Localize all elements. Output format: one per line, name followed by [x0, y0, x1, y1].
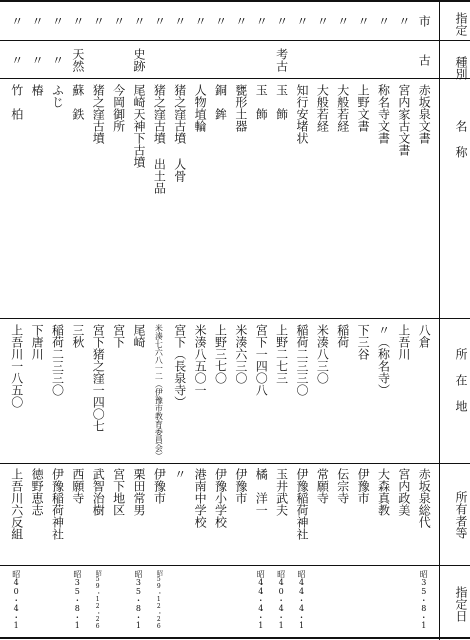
cell-owner — [107, 468, 129, 562]
cell-text: 〃 — [30, 15, 45, 27]
cell-text: 宮下（長泉寺） — [172, 324, 187, 408]
cell-text: 〃 — [50, 15, 65, 27]
cell-text: 下唐川 — [30, 324, 45, 360]
cell-text: 伊豫市 — [152, 468, 167, 504]
cell-owner — [291, 468, 313, 562]
cell-text: 昭59・12・26 — [94, 570, 102, 630]
cell-name — [270, 84, 292, 316]
cell-text: 〃 — [172, 15, 187, 27]
cell-name — [5, 84, 27, 316]
cell-text: 〃 — [172, 468, 187, 480]
header-category: 種別 — [454, 56, 468, 80]
header-date: 指定日 — [454, 586, 468, 622]
cell-text: 宮下地区 — [111, 468, 126, 516]
cell-location — [26, 324, 48, 460]
cell-category — [5, 44, 27, 76]
cell-designation — [413, 6, 435, 36]
header-column-rule — [439, 0, 440, 640]
cell-name — [291, 84, 313, 316]
cell-text: 〃 — [193, 15, 208, 27]
cell-owner — [189, 468, 211, 562]
cell-name — [209, 84, 231, 316]
table-bottom-rule — [0, 637, 470, 639]
cell-owner — [148, 468, 170, 562]
cell-text: 上野二七三 — [274, 324, 289, 384]
cell-text: 〃 — [111, 15, 126, 27]
cell-category — [148, 44, 170, 76]
cell-category — [392, 44, 414, 76]
cell-text: 〃 — [131, 15, 146, 27]
cell-text: 伊豫稲荷神社 — [50, 468, 65, 540]
cell-owner — [127, 468, 149, 562]
cell-text: 今岡御所 — [111, 84, 126, 132]
cell-owner — [392, 468, 414, 562]
cell-date — [189, 570, 211, 634]
cell-name — [168, 84, 190, 316]
cell-text: 上吾川 — [396, 324, 411, 360]
cell-owner — [352, 468, 374, 562]
cell-owner — [66, 468, 88, 562]
cell-owner — [87, 468, 109, 562]
cell-text: 〃 — [91, 15, 106, 27]
cell-text: 宮内家古文書 — [396, 84, 411, 156]
cell-owner — [250, 468, 272, 562]
cell-name — [148, 84, 170, 316]
cell-text: 蘇 鉄 — [70, 84, 85, 120]
header-name: 名 称 — [454, 120, 468, 158]
cell-category — [66, 44, 88, 76]
cell-text: 玉 飾 — [254, 84, 269, 120]
cell-text: 常願寺 — [315, 468, 330, 504]
cell-date — [250, 570, 272, 634]
cell-text: 〃 — [335, 15, 350, 27]
cell-designation — [331, 6, 353, 36]
cell-owner — [311, 468, 333, 562]
cell-date — [46, 570, 68, 634]
cell-owner — [331, 468, 353, 562]
cell-name — [229, 84, 251, 316]
cell-location — [291, 324, 313, 460]
cell-date — [5, 570, 27, 634]
cell-location — [352, 324, 374, 460]
cell-owner — [26, 468, 48, 562]
cell-name — [392, 84, 414, 316]
cell-text: 昭44・4・1 — [256, 570, 266, 630]
cell-text: 昭40・4・1 — [11, 570, 21, 630]
header-owner: 所有者等 — [454, 491, 468, 539]
cell-designation — [270, 6, 292, 36]
cell-designation — [66, 6, 88, 36]
cell-location — [168, 324, 190, 460]
cell-category — [87, 44, 109, 76]
cell-text: 昭44・4・1 — [297, 570, 307, 630]
cell-text: 伊豫市 — [356, 468, 371, 504]
cell-text: 昭35・8・1 — [72, 570, 82, 630]
cell-text: 大般若経 — [315, 84, 330, 132]
cell-name — [372, 84, 394, 316]
cell-text: 称名寺文書 — [376, 84, 391, 144]
cell-text: 大森真教 — [376, 468, 391, 516]
cell-date — [66, 570, 88, 634]
cell-text: 尾崎天神下古墳 — [131, 84, 146, 168]
cell-name — [352, 84, 374, 316]
cell-designation — [372, 6, 394, 36]
cell-location — [87, 324, 109, 460]
cell-name — [26, 84, 48, 316]
cell-designation — [168, 6, 190, 36]
cell-owner — [46, 468, 68, 562]
cell-text: 八倉 — [417, 324, 432, 348]
table-top-rule — [0, 0, 470, 2]
cell-location — [127, 324, 149, 460]
cell-text: 天然 — [70, 48, 85, 72]
cell-text: 宮内政美 — [396, 468, 411, 516]
cell-owner — [5, 468, 27, 562]
cell-category — [107, 44, 129, 76]
cell-designation — [392, 6, 414, 36]
cell-date — [148, 570, 170, 634]
cell-date — [291, 570, 313, 634]
cell-designation — [46, 6, 68, 36]
cell-text: 史跡 — [131, 48, 146, 72]
cell-category — [352, 44, 374, 76]
cell-location — [46, 324, 68, 460]
cell-designation — [189, 6, 211, 36]
cell-text: 〃 — [233, 15, 248, 27]
cell-owner — [168, 468, 190, 562]
cell-designation — [127, 6, 149, 36]
cell-text: 銅 鉾 — [213, 84, 228, 120]
cell-text: 〃 — [376, 15, 391, 27]
cell-text: 武智治樹 — [91, 468, 106, 516]
cell-text: 〃 — [295, 15, 310, 27]
cell-text: 〃 — [396, 15, 411, 27]
cell-owner — [413, 468, 435, 562]
cell-text: 稲荷 — [335, 324, 350, 348]
cell-location — [189, 324, 211, 460]
cell-designation — [229, 6, 251, 36]
cell-text: 〃 — [50, 54, 65, 66]
cell-category — [127, 44, 149, 76]
cell-category — [26, 44, 48, 76]
cell-text: 西願寺 — [70, 468, 85, 504]
cell-text: 〃 — [30, 54, 45, 66]
cell-designation — [148, 6, 170, 36]
cell-designation — [209, 6, 231, 36]
cell-name — [331, 84, 353, 316]
cell-text: 宮下 — [111, 324, 126, 348]
cell-text: 甕形土器 — [233, 84, 248, 132]
cell-text: 〃（称名寺） — [376, 324, 391, 396]
cell-text: 〃 — [152, 15, 167, 27]
cell-text: 〃 — [70, 15, 85, 27]
cell-location — [250, 324, 272, 460]
cell-text: 昭40・4・1 — [276, 570, 286, 630]
header-designation: 指定 — [454, 12, 468, 36]
cell-text: 昭59・12・26 — [155, 570, 163, 630]
cell-category — [291, 44, 313, 76]
cell-text: 〃 — [213, 15, 228, 27]
cell-date — [270, 570, 292, 634]
cell-date — [26, 570, 48, 634]
cell-text: 知行安堵状 — [295, 84, 310, 144]
cell-date — [352, 570, 374, 634]
cell-designation — [311, 6, 333, 36]
cell-name — [127, 84, 149, 316]
cell-designation — [5, 6, 27, 36]
cell-date — [209, 570, 231, 634]
cell-date — [168, 570, 190, 634]
cell-text: 〃 — [9, 54, 24, 66]
cell-text: 上野文書 — [356, 84, 371, 132]
cell-text: 上野三七〇 — [213, 324, 228, 384]
cell-name — [87, 84, 109, 316]
cell-category — [311, 44, 333, 76]
cell-text: 米湊七六八一二（伊豫市教育委員会） — [154, 324, 164, 460]
cell-location — [311, 324, 333, 460]
cell-category — [189, 44, 211, 76]
cell-name — [413, 84, 435, 316]
cell-text: 〃 — [315, 15, 330, 27]
cell-text: 米湊六三〇 — [233, 324, 248, 384]
cell-text: 伊豫市 — [233, 468, 248, 504]
rule-after-owner — [0, 565, 470, 566]
cell-designation — [87, 6, 109, 36]
cell-text: 橘 洋一 — [254, 468, 269, 516]
cell-owner — [209, 468, 231, 562]
cell-name — [250, 84, 272, 316]
cell-text: 下三谷 — [356, 324, 371, 360]
cell-name — [311, 84, 333, 316]
cell-text: 古 — [417, 54, 432, 66]
rule-after-designation — [0, 40, 470, 41]
cell-text: 〃 — [9, 15, 24, 27]
rule-after-category — [0, 78, 470, 79]
cell-text: 猪之窪古墳 出土品 — [152, 84, 167, 194]
cell-designation — [352, 6, 374, 36]
cell-designation — [26, 6, 48, 36]
cell-text: 伝宗寺 — [335, 468, 350, 504]
cell-text: 竹 柏 — [9, 84, 24, 120]
cell-text: 猪之窪古墳 — [91, 84, 106, 144]
cell-text: 昭35・8・1 — [419, 570, 429, 630]
cell-text: 人物埴輪 — [193, 84, 208, 132]
cell-designation — [291, 6, 313, 36]
cell-location — [270, 324, 292, 460]
cell-text: 三秋 — [70, 324, 85, 348]
cell-name — [46, 84, 68, 316]
cell-location — [229, 324, 251, 460]
cell-name — [66, 84, 88, 316]
cell-text: 米湊八三〇 — [315, 324, 330, 384]
cell-category — [168, 44, 190, 76]
cell-date — [311, 570, 333, 634]
cell-text: 市 — [417, 15, 432, 27]
cell-location — [107, 324, 129, 460]
cell-location — [5, 324, 27, 460]
cell-text: 宮下猪之窪一四〇七 — [91, 324, 106, 432]
cell-text: 宮下一四〇八 — [254, 324, 269, 396]
cell-text: 稲荷二三三〇 — [295, 324, 310, 396]
cell-category — [372, 44, 394, 76]
cell-text: ふじ — [50, 84, 65, 108]
cell-date — [107, 570, 129, 634]
cell-date — [229, 570, 251, 634]
cell-date — [372, 570, 394, 634]
cell-date — [413, 570, 435, 634]
cell-owner — [372, 468, 394, 562]
cell-location — [372, 324, 394, 460]
cell-text: 徳野恵志 — [30, 468, 45, 516]
rule-after-name — [0, 318, 470, 319]
cell-name — [189, 84, 211, 316]
cell-date — [87, 570, 109, 634]
cell-location — [392, 324, 414, 460]
cell-designation — [250, 6, 272, 36]
cell-text: 昭35・8・1 — [133, 570, 143, 630]
cell-date — [331, 570, 353, 634]
cell-name — [107, 84, 129, 316]
cell-owner — [270, 468, 292, 562]
cell-text: 椿 — [30, 84, 45, 96]
cell-text: 考古 — [274, 48, 289, 72]
cell-text: 〃 — [274, 15, 289, 27]
cell-date — [127, 570, 149, 634]
cell-text: 上吾川六反組 — [9, 468, 24, 540]
cell-text: 伊豫稲荷神社 — [295, 468, 310, 540]
cell-location — [413, 324, 435, 460]
cell-designation — [107, 6, 129, 36]
cell-text: 稲荷二三三〇 — [50, 324, 65, 396]
cell-text: 上吾川一八五〇 — [9, 324, 24, 408]
cell-text: 港南中学校 — [193, 468, 208, 528]
rule-after-location — [0, 463, 470, 464]
cell-text: 栗田常男 — [131, 468, 146, 516]
cell-category — [270, 44, 292, 76]
cell-date — [392, 570, 414, 634]
cell-text: 赤坂泉総代 — [417, 468, 432, 528]
cell-text: 〃 — [254, 15, 269, 27]
cell-text: 尾崎 — [131, 324, 146, 348]
cell-category — [250, 44, 272, 76]
cell-location — [331, 324, 353, 460]
cell-text: 玉井武夫 — [274, 468, 289, 516]
cell-location — [148, 324, 170, 460]
cell-location — [209, 324, 231, 460]
cell-category — [413, 44, 435, 76]
header-location: 所 在 地 — [454, 348, 468, 412]
cell-owner — [229, 468, 251, 562]
cell-category — [46, 44, 68, 76]
cell-category — [331, 44, 353, 76]
cell-text: 伊豫小学校 — [213, 468, 228, 528]
cell-text: 〃 — [356, 15, 371, 27]
cell-category — [229, 44, 251, 76]
cell-category — [209, 44, 231, 76]
cell-text: 赤坂泉文書 — [417, 84, 432, 144]
cell-location — [66, 324, 88, 460]
cell-text: 猪之窪古墳 人骨 — [172, 84, 187, 182]
cell-text: 米湊八五〇一 — [193, 324, 208, 396]
cell-text: 玉 飾 — [274, 84, 289, 120]
cell-text: 大般若経 — [335, 84, 350, 132]
